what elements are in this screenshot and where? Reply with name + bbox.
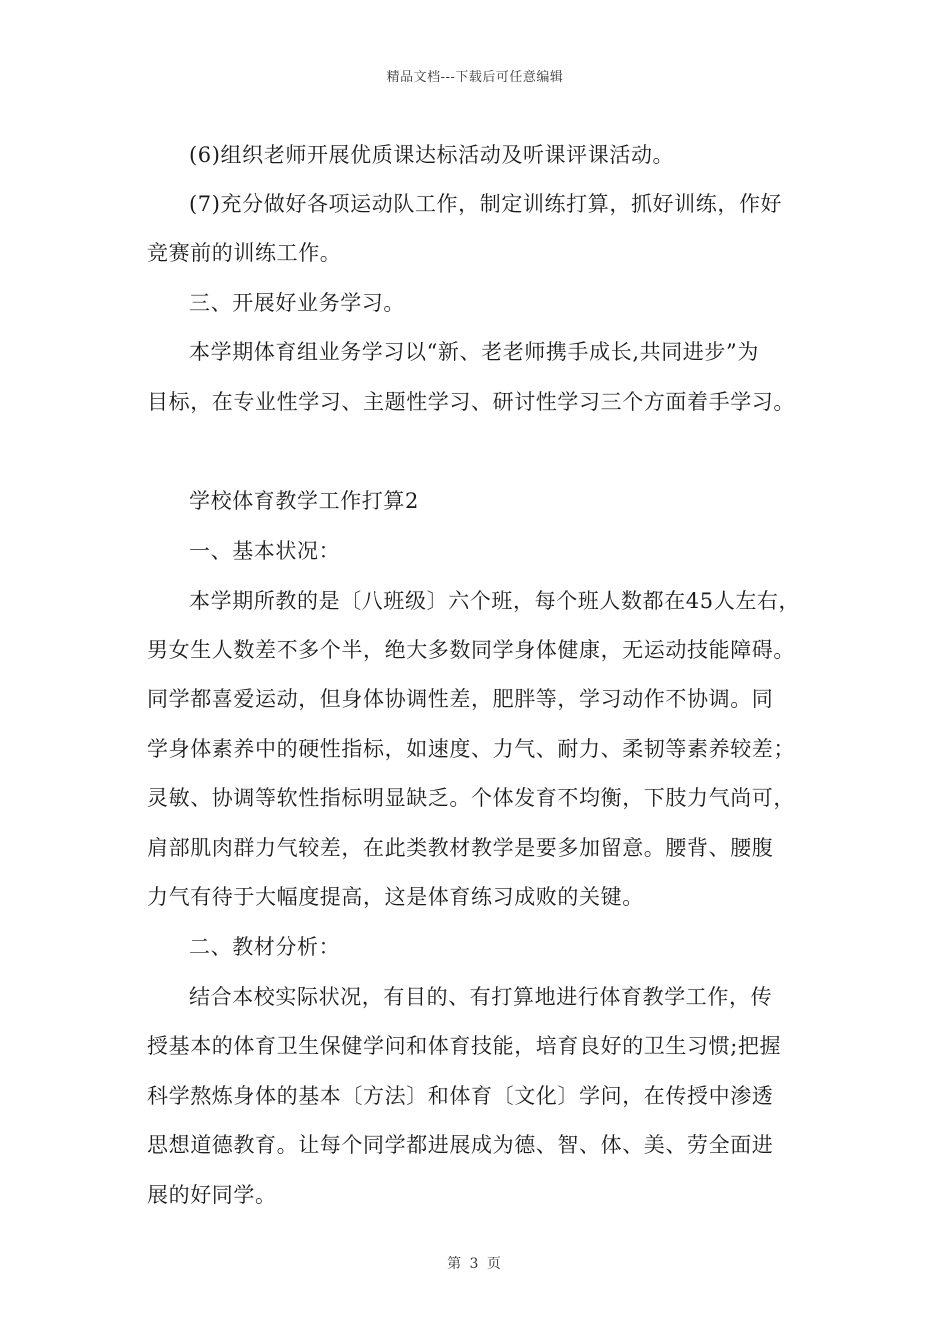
paragraph-line: 目标，在专业性学习、主题性学习、研讨性学习三个方面着手学习。 <box>147 390 795 414</box>
paragraph-line: 科学熬炼身体的基本〔方法〕和体育〔文化〕学问，在传授中渗透 <box>147 1084 774 1108</box>
paragraph-line: 肩部肌肉群力气较差，在此类教材教学是要多加留意。腰背、腰腹 <box>147 836 774 860</box>
paragraph-line: 结合本校实际状况，有目的、有打算地进行体育教学工作，传 <box>189 985 773 1009</box>
paragraph-line: (7)充分做好各项运动队工作，制定训练打算，抓好训练，作好 <box>189 192 783 216</box>
paragraph-line: 本学期所教的是〔八班级〕六个班，每个班人数都在45人左右， <box>189 589 801 613</box>
page-number: 第 3 页 <box>447 1256 503 1272</box>
paragraph-line: 展的好同学。 <box>147 1183 277 1207</box>
paragraph-line: 学身体素养中的硬性指标，如速度、力气、耐力、柔韧等素养较差； <box>147 737 795 761</box>
paragraph-line: 思想道德教育。让每个同学都进展成为德、智、体、美、劳全面进 <box>147 1133 774 1157</box>
section-heading: 二、教材分析： <box>189 935 341 959</box>
paragraph-line: 授基本的体育卫生保健学问和体育技能，培育良好的卫生习惯;把握 <box>147 1034 782 1058</box>
paragraph-line: 灵敏、协调等软性指标明显缺乏。个体发育不均衡，下肢力气尚可， <box>147 786 795 810</box>
paragraph-line: 力气有待于大幅度提高，这是体育练习成败的关键。 <box>147 885 644 909</box>
section-heading: 三、开展好业务学习。 <box>189 291 405 315</box>
section-heading: 一、基本状况： <box>189 539 341 563</box>
paragraph-line: (6)组织老师开展优质课达标活动及听课评课活动。 <box>189 143 675 167</box>
paragraph-line: 竞赛前的训练工作。 <box>147 241 342 265</box>
document-title: 学校体育教学工作打算2 <box>189 489 419 513</box>
paragraph-line: 同学都喜爱运动，但身体协调性差，肥胖等，学习动作不协调。同 <box>147 687 774 711</box>
paragraph-line: 男女生人数差不多个半，绝大多数同学身体健康，无运动技能障碍。 <box>147 638 795 662</box>
paragraph-line: 本学期体育组业务学习以“新、老老师携手成长,共同进步”为 <box>189 340 759 364</box>
page-header: 精品文档---下载后可任意编辑 <box>386 70 564 85</box>
